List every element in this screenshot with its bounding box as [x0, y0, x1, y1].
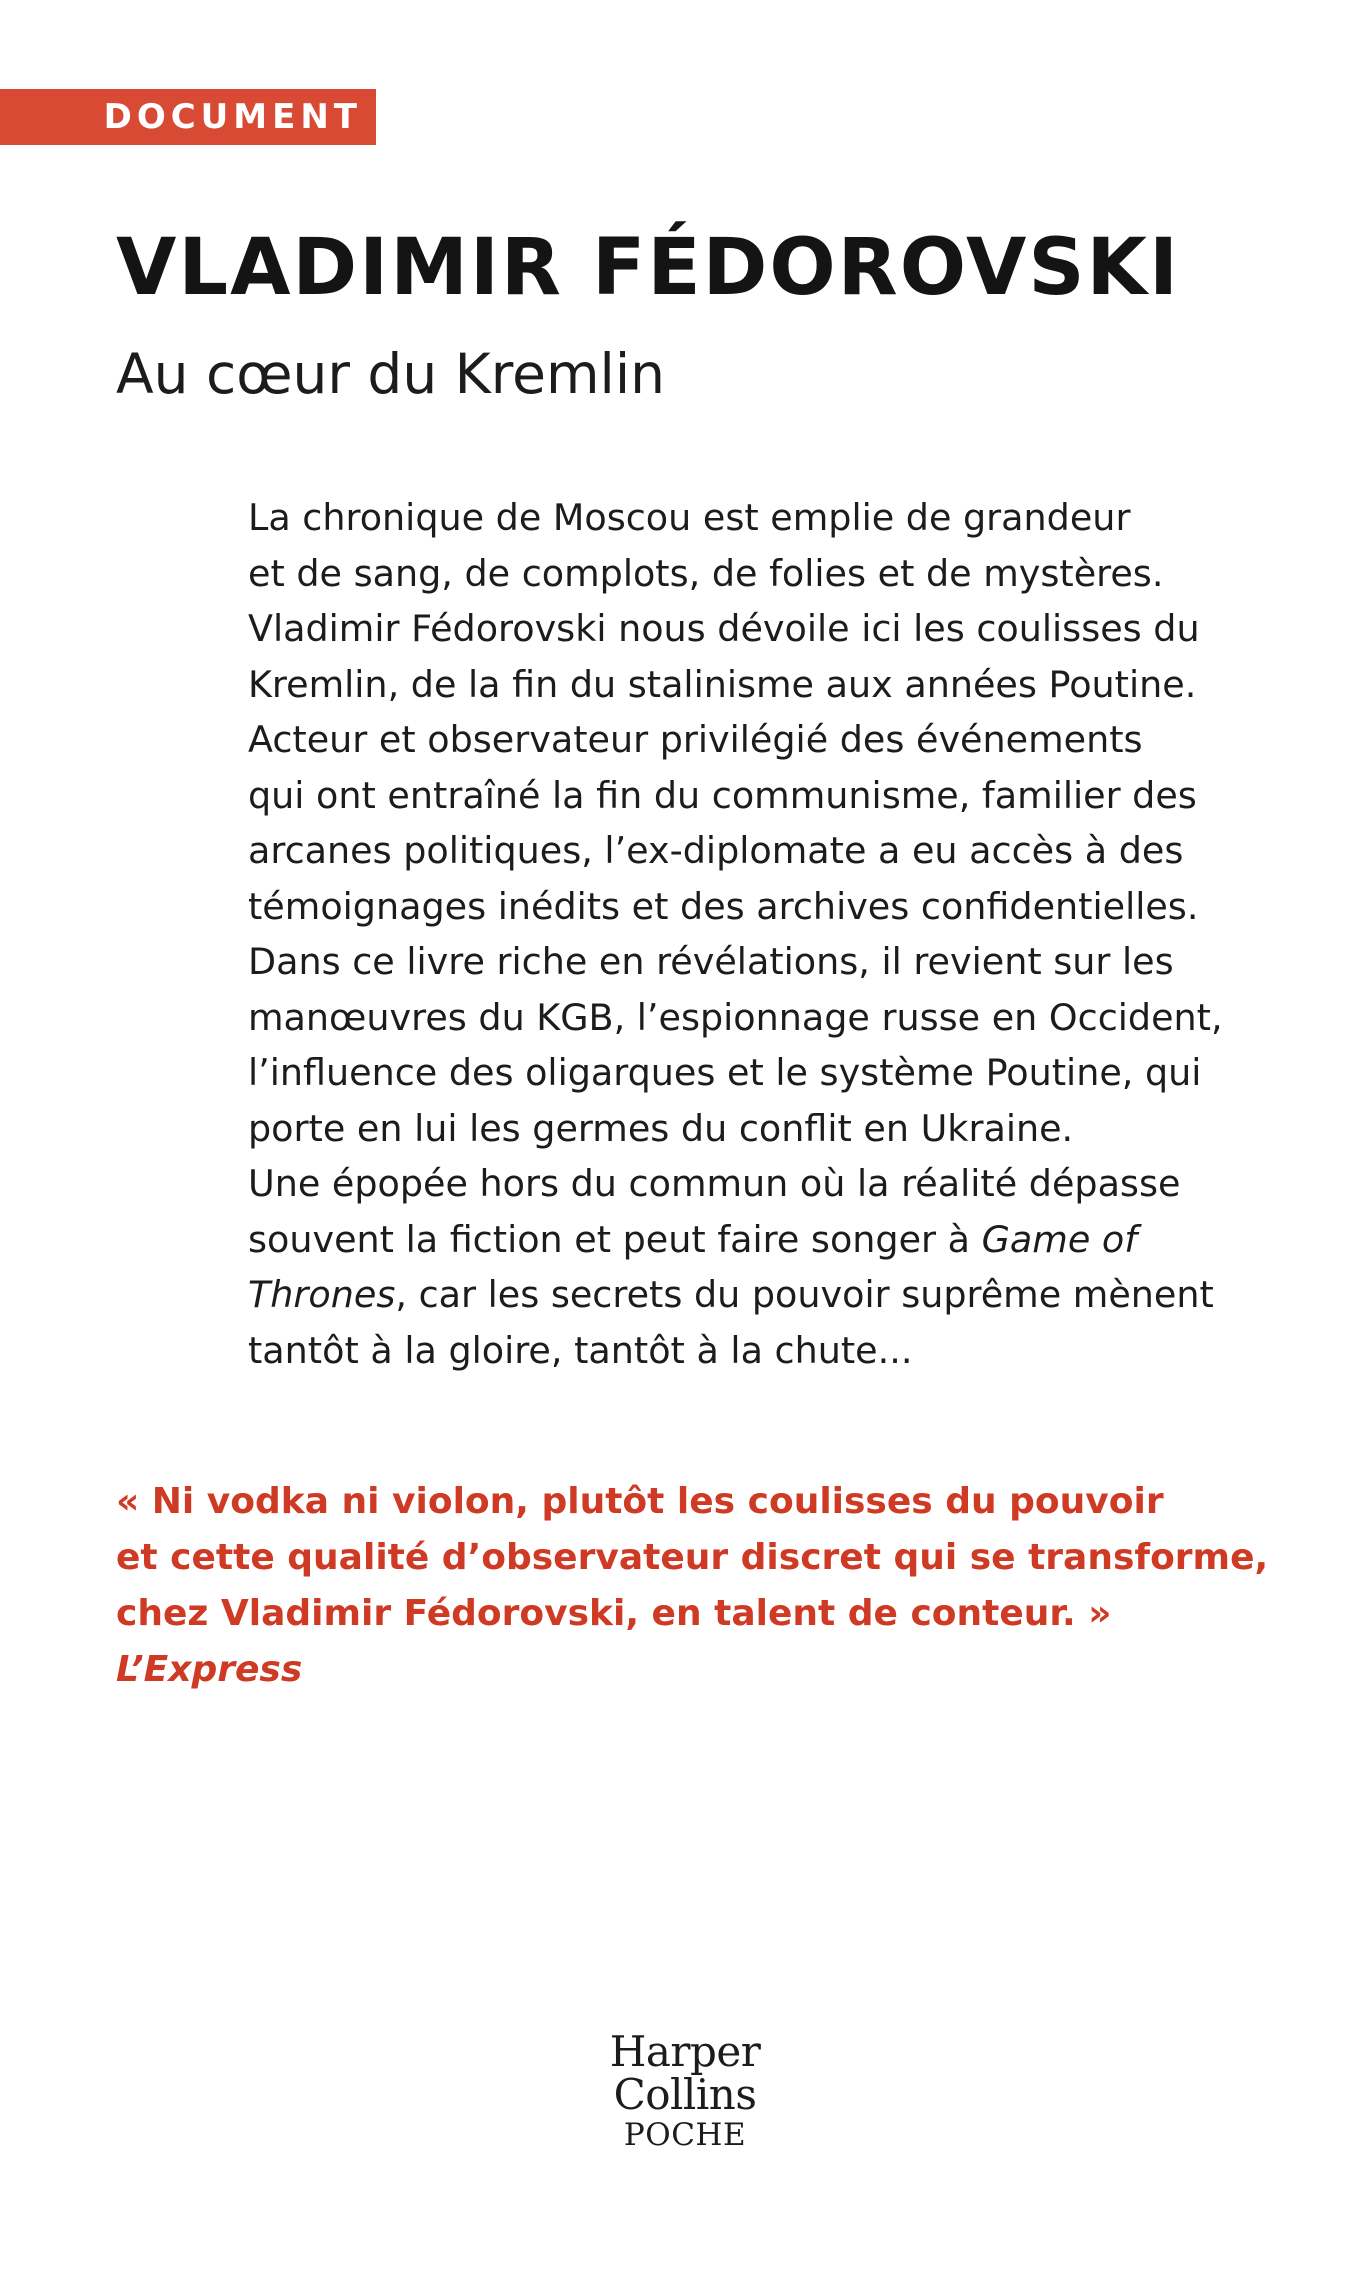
blurb-line: [248, 1267, 1258, 1323]
blurb-line: La chronique de Moscou est emplie de grandeur: [248, 496, 1131, 539]
blurb-text: souvent la fiction et peut faire songer à: [248, 1217, 982, 1261]
blurb-line: l’influence des oligarques et le système Poutine, qui: [248, 1051, 1202, 1094]
press-quote: [116, 1474, 1296, 1698]
author-name: VLADIMIR FÉDOROVSKI: [116, 223, 1180, 313]
publisher-logo-line: Harper: [609, 2027, 761, 2076]
blurb-line: Kremlin, de la fin du stalinisme aux années Poutine.: [248, 662, 1197, 706]
publisher-logo-line: Collins: [613, 2070, 757, 2119]
blurb-italic-title: Thrones: [248, 1273, 396, 1316]
blurb-line: manœuvres du KGB, l’espionnage russe en Occident,: [248, 995, 1223, 1039]
publisher-logo: [600, 2027, 770, 2154]
book-title: Au cœur du Kremlin: [116, 342, 665, 406]
blurb-line: Dans ce livre riche en révélations, il revient sur les: [248, 940, 1174, 983]
blurb-line: et de sang, de complots, de folies et de mystères.: [248, 551, 1164, 595]
blurb-line: tantôt à la gloire, tantôt à la chute...: [248, 1328, 913, 1372]
blurb-text: , car les secrets du pouvoir suprême mènent: [395, 1273, 1214, 1316]
blurb-italic-title: Game of: [981, 1217, 1138, 1261]
blurb-line: [248, 1212, 1258, 1268]
blurb-line: Une épopée hors du commun où la réalité dépasse: [248, 1162, 1181, 1205]
quote-line: « Ni vodka ni violon, plutôt les coulisses du pouvoir: [116, 1481, 1164, 1522]
blurb-line: arcanes politiques, l’ex-diplomate a eu accès à des: [248, 829, 1184, 872]
publisher-imprint: POCHE: [623, 2117, 747, 2153]
category-label: DOCUMENT: [0, 89, 376, 145]
blurb-line: qui ont entraîné la fin du communisme, familier des: [248, 773, 1197, 817]
blurb-line: Acteur et observateur privilégié des événements: [248, 718, 1143, 761]
blurb-line: témoignages inédits et des archives confidentielles.: [248, 884, 1199, 928]
blurb-line: Vladimir Fédorovski nous dévoile ici les coulisses du: [248, 607, 1200, 650]
blurb-line: porte en lui les germes du conflit en Ukraine.: [248, 1106, 1074, 1150]
quote-source: L’Express: [116, 1649, 303, 1690]
quote-line: et cette qualité d’observateur discret qui se transforme,: [116, 1537, 1269, 1578]
quote-line: chez Vladimir Fédorovski, en talent de conteur. »: [116, 1593, 1112, 1634]
back-cover-blurb: [248, 490, 1258, 1378]
